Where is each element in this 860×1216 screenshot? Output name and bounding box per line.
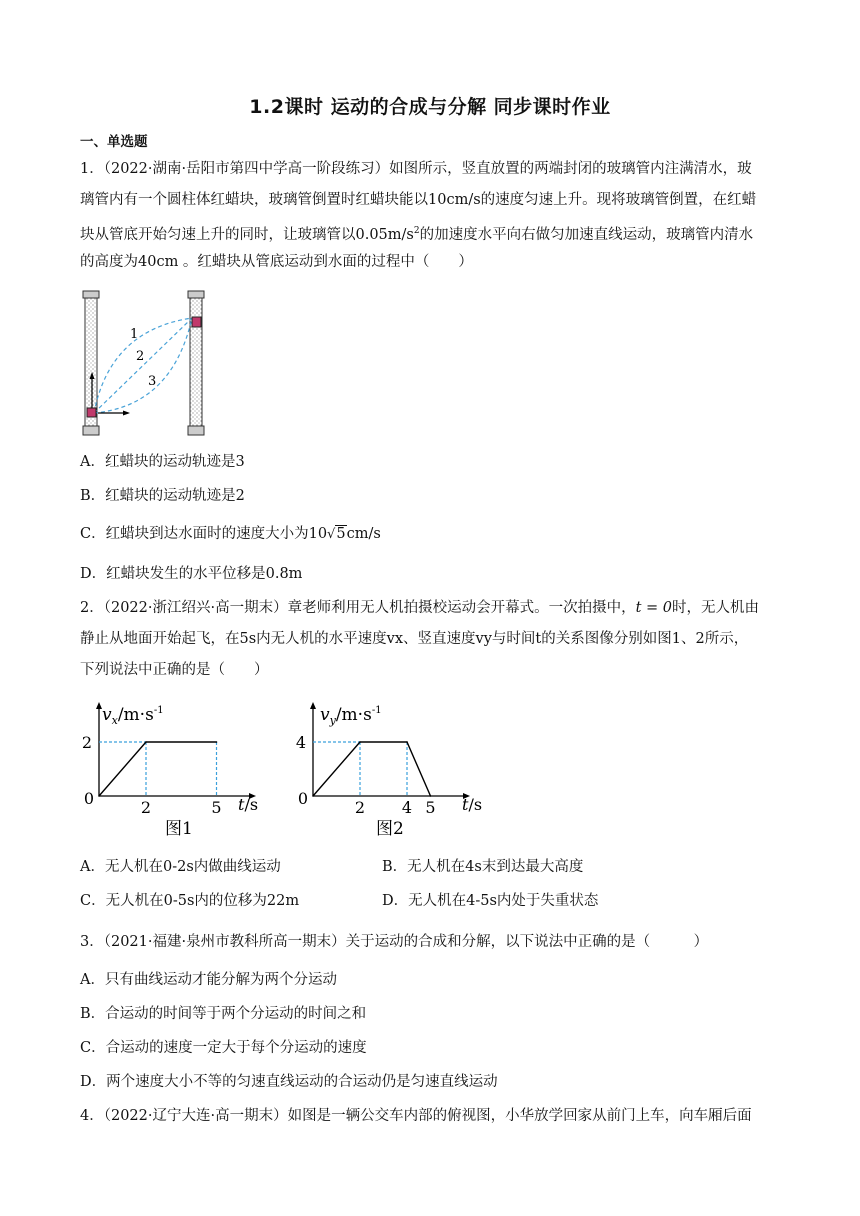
trajectory-1 [94,318,192,413]
q1-option-b: B．红蜡块的运动轨迹是2 [80,488,245,504]
wax-block-end [192,317,201,327]
q2-line-1 [80,593,780,624]
chart-1-vx [80,696,280,841]
q1-option-c [80,522,381,543]
q1-option-c-radicand: 5 [336,526,346,542]
q2-option-d: D．无人机在4-5s内处于失重状态 [382,893,599,909]
question-2-stem [80,593,780,686]
q1-acceleration: 0.05m/s [355,226,414,243]
chart-2-ytick: 4 [295,733,306,752]
q1-line-3c: 的加速度水平向右做匀加速直线运动，玻璃管内清水 [419,226,754,243]
q1-glass-tube-figure [80,288,220,440]
trajectory-2 [94,318,192,413]
q2-option-b: B．无人机在4s末到达最大高度 [382,859,584,875]
chart-2-xtick: 2 [354,798,366,817]
q2-line-2: 静止从地面开始起飞，在5s内无人机的水平速度vx、竖直速度vy与时间t的关系图像分别如图1、2所示， [80,631,749,647]
q1-option-a: A．红蜡块的运动轨迹是3 [80,454,245,470]
q2-line-1a: 2．（2022·浙江绍兴·高一期末）章老师利用无人机拍摄校运动会开幕式。一次拍摄中， [80,600,636,616]
curve-label-2: 2 [136,349,145,364]
chart-2-vy [294,696,494,841]
q3-option-c: C．合运动的速度一定大于每个分运动的速度 [80,1040,367,1056]
chart-2-xtick: 4 [401,798,413,817]
q4-stem: 4．（2022·辽宁大连·高一期末）如图是一辆公交车内部的俯视图，小华放学回家从前门上车，向车厢后面 [80,1108,752,1124]
q2-option-c: C．无人机在0-5s内的位移为22m [80,893,300,909]
q1-line-1: 1．（2022·湖南·岳阳市第四中学高一阶段练习）如图所示，竖直放置的两端封闭的玻璃管内注满清水，玻 [80,161,752,177]
right-tube [188,291,204,435]
curve-label-3: 3 [148,374,157,389]
q2-line-1b: 时，无人机由 [672,600,760,616]
section-heading: 一、单选题 [80,134,148,150]
q3-stem: 3．（2021·福建·泉州市教科所高一期末）关于运动的合成和分解，以下说法中正确的是（ ） [80,934,709,950]
wax-block-start [87,408,96,417]
chart-1-origin: 0 [83,789,94,808]
q1-line-2: 璃管内有一个圆柱体红蜡块，玻璃管倒置时红蜡块能以10cm/s的速度匀速上升。现将玻璃管倒置，在红蜡 [80,192,757,208]
q1-line-3 [80,216,780,247]
q3-option-a: A．只有曲线运动才能分解为两个分运动 [80,972,337,988]
trajectory-3 [94,318,192,413]
chart-1-xlabel: t/s [238,795,259,814]
q1-line-4: 的高度为40cm 。红蜡块从管底运动到水面的过程中（ ） [80,254,473,270]
q1-option-d: D．红蜡块发生的水平位移是0.8m [80,566,303,582]
q2-line-3: 下列说法中正确的是（ ） [80,662,269,678]
q3-option-b: B．合运动的时间等于两个分运动的时间之和 [80,1006,367,1022]
chart-1-ylabel: $v_x/m\cdot s^{-1}$ [102,705,164,727]
chart-2-origin: 0 [297,789,308,808]
chart-1-series-line [99,742,217,796]
chart-2-ylabel: $v_y/m\cdot s^{-1}$ [320,705,382,727]
curve-label-1: 1 [130,327,139,342]
sqrt-symbol: √ [327,527,336,542]
q2-equation: t = 0 [635,600,673,616]
chart-1-caption: 图1 [165,819,193,839]
chart-1-ytick: 2 [81,733,92,752]
q1-line-3a: 块从管底开始匀速上升的同时，让玻璃管以 [80,226,356,243]
question-1-stem [80,154,780,278]
q1-option-c-text: C．红蜡块到达水面时的速度大小为 [80,526,309,542]
chart-2-xlabel: t/s [462,795,483,814]
q1-option-c-unit: cm/s [346,526,381,542]
chart-2-caption: 图2 [376,819,404,839]
q3-option-d: D．两个速度大小不等的匀速直线运动的合运动仍是匀速直线运动 [80,1074,498,1090]
page-title: 1.2课时 运动的合成与分解 同步课时作业 [249,96,611,118]
q1-option-c-coef: 10 [308,526,328,542]
q2-option-a: A．无人机在0-2s内做曲线运动 [80,859,281,875]
chart-2-xtick: 5 [425,798,436,817]
chart-2-series-line [313,742,431,796]
chart-1-xtick: 5 [211,798,222,817]
q1-acceleration-exp: 2 [413,226,420,236]
chart-1-xtick: 2 [140,798,152,817]
